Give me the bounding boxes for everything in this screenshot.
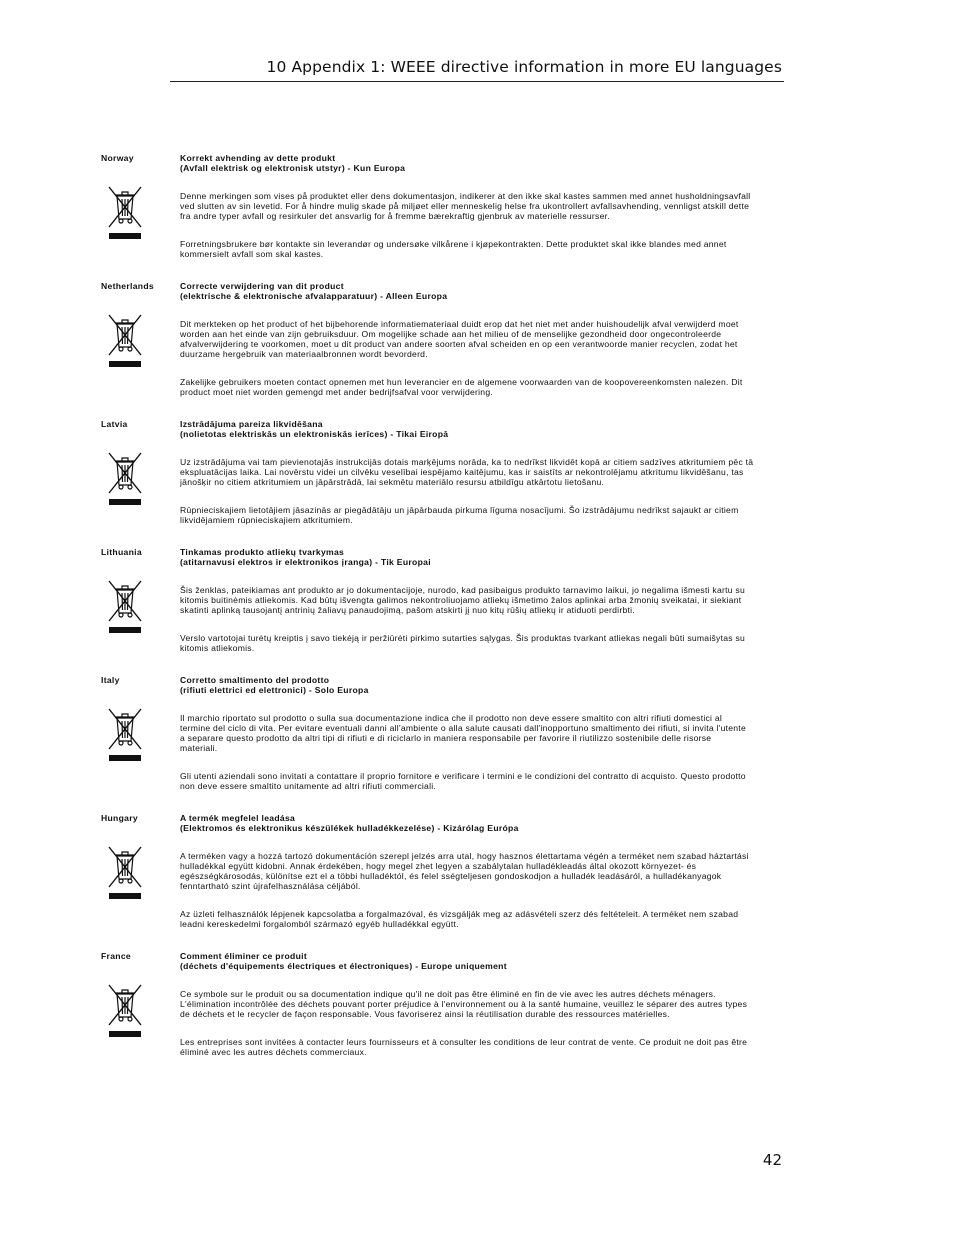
section-paragraph-line: kitomis atliekomis. — [180, 643, 255, 653]
country-label: Latvia — [101, 419, 128, 429]
section-paragraph-line: Rūpnieciskajiem lietotājiem jāsazinās ar piegādātāju un jāpārbauda pirkuma līguma nosacījumi. Šo izstrādājumu nedrīkst sajaukt ar citiem — [180, 505, 739, 515]
section-headline-line: (elektrische & elektronische afvalapparatuur) - Alleen Europa — [180, 291, 448, 301]
country-label: Netherlands — [101, 281, 154, 291]
section-paragraph-consumer — [180, 851, 836, 891]
section-headline-line: Tinkamas produkto atliekų tvarkymas — [180, 547, 345, 557]
section-headline — [180, 813, 836, 833]
weee-bin-icon — [106, 843, 144, 901]
section-paragraph-line: Il marchio riportato sul prodotto o sulla sua documentazione indica che il prodotto non deve essere smaltito con altri rifiuti domestici al — [180, 713, 723, 723]
section-headline-line: (rifiuti elettrici ed elettronici) - Solo Europa — [180, 685, 369, 695]
section-headline-line: Correcte verwijdering van dit product — [180, 281, 344, 291]
section-paragraph-line: Forretningsbrukere bør kontakte sin leverandør og undersøke vilkårene i kjøpekontrakten. Dette produktet skal ikke blandes med annet — [180, 239, 727, 249]
section-paragraph-line: Dit merkteken op het product of het bijbehorende informatiemateriaal duidt erop dat het niet met ander huishoudelijk afval verwijderd moet — [180, 319, 739, 329]
section-paragraph-line: Les entreprises sont invitées à contacter leurs fournisseurs et à consulter les conditions de leur contrat de vente. Ce produit ne doit pas être — [180, 1037, 748, 1047]
section-headline-line: Corretto smaltimento del prodotto — [180, 675, 330, 685]
section-headline — [180, 281, 836, 301]
section-paragraph-line: ved slutten av sin levetid. For å hindre mulig skade på miljøet eller menneskelig helse fra ukontrollert avfallsavhending, vennligst atskill dette — [180, 201, 750, 211]
section-paragraph-line: materiali. — [180, 743, 218, 753]
section-paragraph-line: likvidējamiem rūpnieciskajiem atkritumiem. — [180, 515, 353, 525]
section-paragraph-line: non deve essere smaltito unitamente ad altri rifiuti commerciali. — [180, 781, 437, 791]
country-label: Norway — [101, 153, 134, 163]
section-paragraph-line: jānošķir no citiem atkritumiem un jāpārstrādā, lai sekmētu materiālo resursu atbildīgu atkārtotu lietošanu. — [180, 477, 605, 487]
section-headline-line: Izstrādājuma pareiza likvidēšana — [180, 419, 323, 429]
country-label: Lithuania — [101, 547, 142, 557]
section-paragraph-line: Zakelijke gebruikers moeten contact opnemen met hun leverancier en de algemene voorwaarden van de koopovereenkomsten nalezen. Dit — [180, 377, 743, 387]
country-label: Hungary — [101, 813, 138, 823]
section-headline-line: Korrekt avhending av dette produkt — [180, 153, 336, 163]
section-paragraph-consumer — [180, 191, 836, 221]
section-paragraph-consumer — [180, 457, 836, 487]
section-paragraph-business — [180, 633, 836, 653]
section-paragraph-line: de déchets et le recycler de façon responsable. Vous favoriserez ainsi la réutilisation durable des ressources matérielles. — [180, 1009, 670, 1019]
section-paragraph-business — [180, 909, 836, 929]
weee-bin-icon — [106, 183, 144, 241]
section-paragraph-line: éliminé avec les autres déchets commerciaux. — [180, 1047, 367, 1057]
section-paragraph-line: Šis ženklas, pateikiamas ant produkto ar jo dokumentacijoje, nurodo, kad pasibaigus produkto tarnavimo laikui, jo negalima išmesti kartu su — [180, 585, 745, 595]
section-headline — [180, 951, 836, 971]
section-paragraph-line: Uz izstrādājuma vai tam pievienotajās instrukcijās dotais marķējums norāda, ka to nedrīkst likvidēt kopā ar citiem sadzīves atkritumiem pēc tā — [180, 457, 754, 467]
section-headline — [180, 675, 836, 695]
section-headline-line: A termék megfelel leadása — [180, 813, 296, 823]
section-paragraph-line: hulladékkal együtt kidobni. Annak érdekében, hogy megel zhet legyen a szabálytalan hulladékleadás által okozott környezet- és — [180, 861, 697, 871]
section-paragraph-line: worden aan het einde van zijn gebruiksduur. Om mogelijke schade aan het milieu of de menselijke gezondheid door ongecontroleerde — [180, 329, 722, 339]
section-paragraph-business — [180, 505, 836, 525]
section-paragraph-line: leadni kereskedelmi forgalomból származó egyéb hulladékkal együtt. — [180, 919, 459, 929]
section-paragraph-consumer — [180, 713, 836, 753]
weee-bin-icon — [106, 449, 144, 507]
section-paragraph-consumer — [180, 989, 836, 1019]
page-header-title: 10 Appendix 1: WEEE directive information in more EU languages — [266, 58, 782, 76]
page-number: 42 — [762, 1151, 782, 1169]
section-headline-line: Comment éliminer ce produit — [180, 951, 307, 961]
section-paragraph-line: kommersielt avfall som skal kastes. — [180, 249, 324, 259]
section-paragraph-consumer — [180, 319, 836, 359]
section-paragraph-line: egészségkárosodás, különítse ezt el a többi hulladéktól, és felel sségteljesen gondoskodjon a hulladék leadásáról, a hulladékanyagok — [180, 871, 722, 881]
section-paragraph-line: Denne merkingen som vises på produktet eller dens dokumentasjon, indikerer at den ikke skal kastes sammen med annet husholdningsavfall — [180, 191, 751, 201]
weee-bin-icon — [106, 981, 144, 1039]
section-headline-line: (déchets d'équipements électriques et électroniques) - Europe uniquement — [180, 961, 507, 971]
section-paragraph-business — [180, 771, 836, 791]
section-paragraph-line: Ce symbole sur le produit ou sa documentation indique qu'il ne doit pas être éliminé en fin de vie avec les autres déchets ménagers. — [180, 989, 716, 999]
section-paragraph-line: Gli utenti aziendali sono invitati a contattare il proprio fornitore e verificare i termini e le condizioni del contratto di acquisto. Questo prodotto — [180, 771, 746, 781]
section-headline — [180, 547, 836, 567]
section-paragraph-business — [180, 239, 836, 259]
section-paragraph-line: a separare questo prodotto da altri tipi di rifiuti e di riciclarlo in maniera responsabile per favorire il riutilizzo sostenibile delle risorse — [180, 733, 712, 743]
section-paragraph-line: Az üzleti felhasználók lépjenek kapcsolatba a forgalmazóval, és vizsgálják meg az adásvételi szerz dés feltételeit. A terméket nem szabad — [180, 909, 739, 919]
weee-bin-icon — [106, 577, 144, 635]
section-paragraph-line: Verslo vartotojai turėtų kreiptis į savo tiekėją ir peržiūrėti pirkimo sutarties sąlygas. Šis produktas tvarkant atliekas negali būti sumaišytas su — [180, 633, 746, 643]
section-headline-line: (Avfall elektrisk og elektronisk utstyr) - Kun Europa — [180, 163, 406, 173]
section-paragraph-line: duurzame hergebruik van materiaalbronnen wordt bevorderd. — [180, 349, 428, 359]
section-paragraph-line: L'élimination incontrôlée des déchets pouvant porter préjudice à l'environnement ou à la santé humaine, veuillez le séparer des autres types — [180, 999, 748, 1009]
weee-bin-icon — [106, 705, 144, 763]
section-paragraph-line: fenntartható szint újrafelhasználása céljából. — [180, 881, 361, 891]
section-paragraph-consumer — [180, 585, 836, 615]
country-label: Italy — [101, 675, 120, 685]
section-paragraph-business — [180, 377, 836, 397]
section-headline-line: (atitarnavusi elektros ir elektronikos įranga) - Tik Europai — [180, 557, 431, 567]
section-paragraph-line: product moet niet worden gemengd met ander bedrijfsafval voor verwijdering. — [180, 387, 494, 397]
section-paragraph-line: fra andre typer avfall og resirkuler det ansvarlig for å fremme bærekraftig gjenbruk av materielle ressurser. — [180, 211, 610, 221]
section-paragraph-line: skatinti aplinką tausojantį antrinių žaliavų panaudojimą, pašom atskirti jį nuo kitų rūšių atliekų ir atiduoti perdirbti. — [180, 605, 635, 615]
section-paragraph-business — [180, 1037, 836, 1057]
section-paragraph-line: termine del ciclo di vita. Per evitare eventuali danni all'ambiente o alla salute causati dall'inopportuno smaltimento dei rifiuti, si invita l'utente — [180, 723, 746, 733]
section-headline — [180, 419, 836, 439]
header-divider — [170, 81, 784, 82]
section-headline-line: (Elektromos és elektronikus készülékek hulladékkezelése) - Kizárólag Európa — [180, 823, 519, 833]
section-headline — [180, 153, 836, 173]
section-paragraph-line: ekspluatācijas laika. Lai novērstu videi un cilvēku veselībai iespējamo kaitējumu, kas ir saistīts ar nekontrolējamu atkritumu likvidēšanu, tas — [180, 467, 744, 477]
section-headline-line: (nolietotas elektriskās un elektroniskās ierīces) - Tikai Eiropā — [180, 429, 449, 439]
section-paragraph-line: A terméken vagy a hozzá tartozó dokumentáción szerepl jelzés arra utal, hogy hasznos élettartama végén a terméket nem szabad háztartási — [180, 851, 749, 861]
country-label: France — [101, 951, 131, 961]
weee-bin-icon — [106, 311, 144, 369]
section-paragraph-line: afvalverwijdering te voorkomen, moet u dit product van andere soorten afval scheiden en op een verantwoorde manier recyclen, zodat het — [180, 339, 738, 349]
section-paragraph-line: kitomis buitinėmis atliekomis. Kad būtų išvengta galimos nekontroliuojamo atliekų išmetimo žalos aplinkai arba žmonių sveikatai, ir siekiant — [180, 595, 742, 605]
